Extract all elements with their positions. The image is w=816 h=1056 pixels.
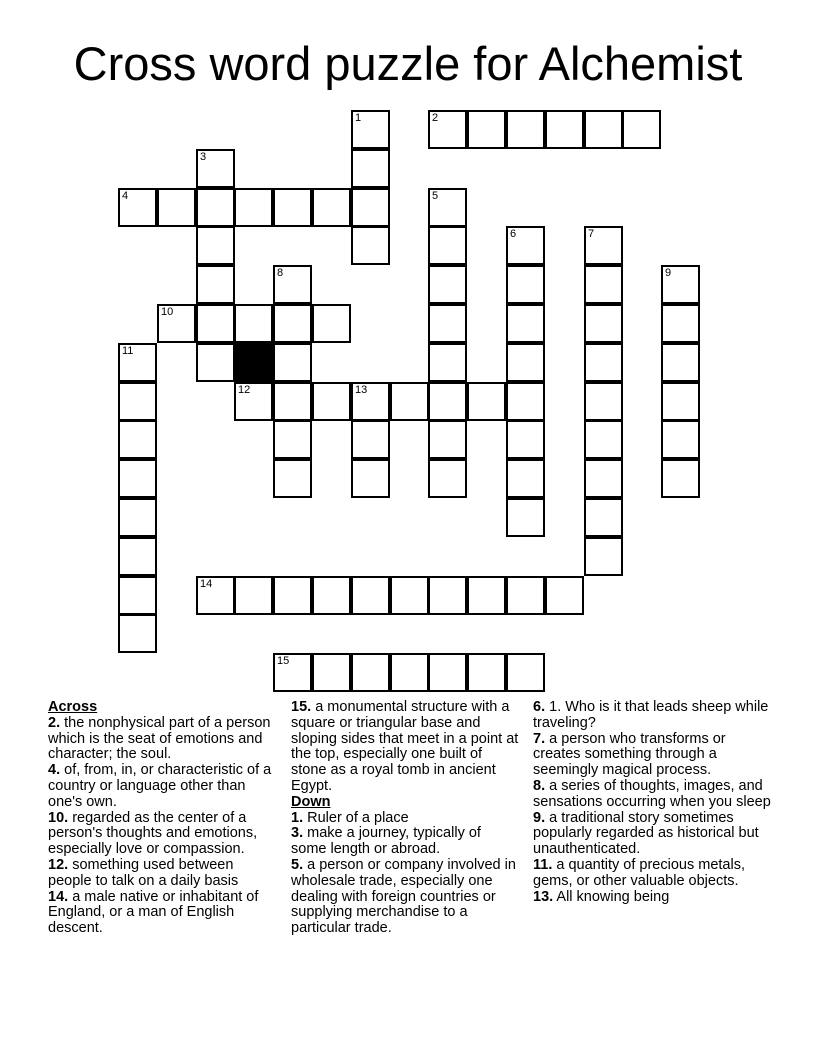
grid-cell[interactable] — [312, 382, 351, 421]
puzzle-title: Cross word puzzle for Alchemist — [73, 37, 743, 90]
clue-column-2 — [291, 700, 519, 937]
grid-cell[interactable] — [157, 188, 196, 227]
clue-across-14: 14. a male native or inhabitant of England, or a man of English descent. — [48, 888, 259, 937]
grid-cell[interactable] — [506, 304, 545, 343]
grid-cell[interactable] — [234, 576, 273, 615]
clue-down-1: 1. Ruler of a place — [291, 809, 409, 826]
clue-down-8: 8. a series of thoughts, images, and sensations occurring when you sleep — [533, 777, 771, 810]
grid-cell[interactable] — [428, 188, 467, 227]
clue-number: 11 — [122, 345, 134, 357]
grid-cell[interactable] — [312, 304, 351, 343]
black-cell — [234, 343, 273, 382]
clue-down-6: 6. 1. Who is it that leads sheep while traveling? — [533, 699, 769, 731]
grid-cell[interactable] — [351, 420, 390, 459]
grid-cell[interactable] — [506, 226, 545, 265]
across-heading: Across — [48, 699, 98, 715]
grid-cell[interactable] — [196, 304, 235, 343]
grid-cell[interactable] — [428, 304, 467, 343]
grid-cell[interactable] — [584, 420, 623, 459]
grid-cell[interactable] — [584, 304, 623, 343]
clue-number: 4 — [122, 190, 129, 202]
grid-cell[interactable] — [506, 382, 545, 421]
grid-cell[interactable] — [428, 110, 467, 149]
grid-cell[interactable] — [273, 188, 312, 227]
grid-cell[interactable] — [428, 382, 467, 421]
clue-number: 10 — [161, 306, 174, 318]
grid-cell[interactable] — [584, 498, 623, 537]
grid-cell[interactable] — [118, 614, 157, 653]
grid-cell[interactable] — [584, 459, 623, 498]
clue-down-11: 11. a quantity of precious metals, gems, or other valuable objects. — [533, 856, 745, 889]
grid-cell[interactable] — [584, 110, 623, 149]
grid-cell[interactable] — [661, 265, 700, 304]
grid-cell[interactable] — [351, 653, 390, 692]
grid-cell[interactable] — [196, 226, 235, 265]
grid-cell[interactable] — [390, 653, 429, 692]
grid-cell[interactable] — [118, 576, 157, 615]
grid-cell[interactable] — [118, 537, 157, 576]
clue-number: 14 — [200, 578, 213, 590]
grid-cell[interactable] — [273, 420, 312, 459]
clue-across-12: 12. something used between people to talk on a daily basis — [48, 856, 239, 889]
grid-cell[interactable] — [467, 382, 506, 421]
clue-down-7: 7. a person who transforms or creates something through a seemingly magical process. — [533, 730, 726, 779]
clue-across-10: 10. regarded as the center of a person's thoughts and emotions, especially love or compassion. — [48, 809, 258, 858]
grid-cell[interactable] — [273, 304, 312, 343]
grid-cell[interactable] — [118, 188, 157, 227]
grid-cell[interactable] — [506, 110, 545, 149]
grid-cell[interactable] — [506, 343, 545, 382]
clue-number: 1 — [355, 112, 362, 124]
clue-down-9: 9. a traditional story sometimes popularly regarded as historical but unauthenticated. — [533, 809, 759, 858]
grid-cell[interactable] — [467, 110, 506, 149]
clue-number: 3 — [200, 151, 207, 163]
grid-cell[interactable] — [118, 498, 157, 537]
grid-cell[interactable] — [428, 265, 467, 304]
grid-cell[interactable] — [351, 459, 390, 498]
clue-number: 12 — [238, 384, 251, 396]
grid-cell[interactable] — [584, 226, 623, 265]
grid-cell[interactable] — [584, 343, 623, 382]
clue-number: 8 — [277, 267, 284, 279]
grid-cell[interactable] — [118, 343, 157, 382]
grid-cell[interactable] — [506, 420, 545, 459]
grid-cell[interactable] — [273, 265, 312, 304]
grid-cell[interactable] — [351, 382, 390, 421]
grid-cell[interactable] — [312, 576, 351, 615]
clue-number: 7 — [588, 228, 595, 240]
clue-number: 13 — [355, 384, 368, 396]
grid-cell[interactable] — [506, 459, 545, 498]
grid-cell[interactable] — [428, 576, 467, 615]
grid-cell[interactable] — [506, 576, 545, 615]
grid-cell[interactable] — [545, 110, 584, 149]
grid-cell[interactable] — [584, 537, 623, 576]
grid-cell[interactable] — [506, 498, 545, 537]
grid-cell[interactable] — [661, 382, 700, 421]
clue-number: 9 — [665, 267, 672, 279]
down-heading: Down — [291, 793, 331, 810]
grid-cell[interactable] — [428, 653, 467, 692]
clue-across-2: 2. the nonphysical part of a person which is the seat of emotions and character; the soul. — [48, 714, 271, 763]
grid-cell[interactable] — [273, 459, 312, 498]
grid-cell[interactable] — [273, 576, 312, 615]
grid-cell[interactable] — [351, 188, 390, 227]
clue-across-15: 15. a monumental structure with a square or triangular base and sloping sides that meet in a point at the top, especially one built of stone as a royal tomb in ancient Egypt. — [291, 699, 519, 794]
grid-cell[interactable] — [312, 188, 351, 227]
clue-number: 5 — [432, 190, 439, 202]
grid-cell[interactable] — [661, 420, 700, 459]
grid-cell[interactable] — [661, 343, 700, 382]
grid-cell[interactable] — [661, 459, 700, 498]
grid-cell[interactable] — [234, 304, 273, 343]
grid-cell[interactable] — [273, 382, 312, 421]
clue-column-3 — [533, 700, 773, 905]
grid-cell[interactable] — [622, 110, 661, 149]
grid-cell[interactable] — [312, 653, 351, 692]
clue-down-13: 13. All knowing being — [533, 888, 670, 905]
clue-across-4: 4. of, from, in, or characteristic of a country or language other than one's own. — [48, 762, 272, 810]
grid-cell[interactable] — [467, 576, 506, 615]
grid-cell[interactable] — [196, 188, 235, 227]
grid-cell[interactable] — [467, 653, 506, 692]
grid-cell[interactable] — [351, 226, 390, 265]
grid-cell[interactable] — [273, 343, 312, 382]
grid-cell[interactable] — [351, 149, 390, 188]
grid-cell[interactable] — [196, 576, 235, 615]
clue-number: 6 — [510, 228, 517, 240]
grid-cell[interactable] — [545, 576, 584, 615]
grid-cell[interactable] — [196, 343, 235, 382]
clue-number: 15 — [277, 655, 290, 667]
grid-cell[interactable] — [506, 653, 545, 692]
clue-number: 2 — [432, 112, 439, 124]
grid-cell[interactable] — [234, 382, 273, 421]
grid-cell[interactable] — [118, 382, 157, 421]
grid-cell[interactable] — [351, 576, 390, 615]
clue-column-1 — [48, 700, 280, 937]
grid-cell[interactable] — [118, 459, 157, 498]
grid-cell[interactable] — [273, 653, 312, 692]
grid-cell[interactable] — [157, 304, 196, 343]
grid-cell[interactable] — [234, 188, 273, 227]
grid-cell[interactable] — [584, 265, 623, 304]
grid-cell[interactable] — [390, 382, 429, 421]
grid-cell[interactable] — [428, 420, 467, 459]
grid-cell[interactable] — [196, 149, 235, 188]
grid-cell[interactable] — [390, 576, 429, 615]
grid-cell[interactable] — [428, 343, 467, 382]
grid-cell[interactable] — [661, 304, 700, 343]
clue-down-3: 3. make a journey, typically of some length or abroad. — [291, 825, 481, 858]
grid-cell[interactable] — [196, 265, 235, 304]
grid-cell[interactable] — [506, 265, 545, 304]
grid-cell[interactable] — [584, 382, 623, 421]
grid-cell[interactable] — [428, 226, 467, 265]
clue-down-5: 5. a person or company involved in wholesale trade, especially one dealing with foreign countries or supplying merchandise to a particular trade. — [291, 856, 516, 937]
grid-cell[interactable] — [118, 420, 157, 459]
grid-cell[interactable] — [351, 110, 390, 149]
grid-cell[interactable] — [428, 459, 467, 498]
